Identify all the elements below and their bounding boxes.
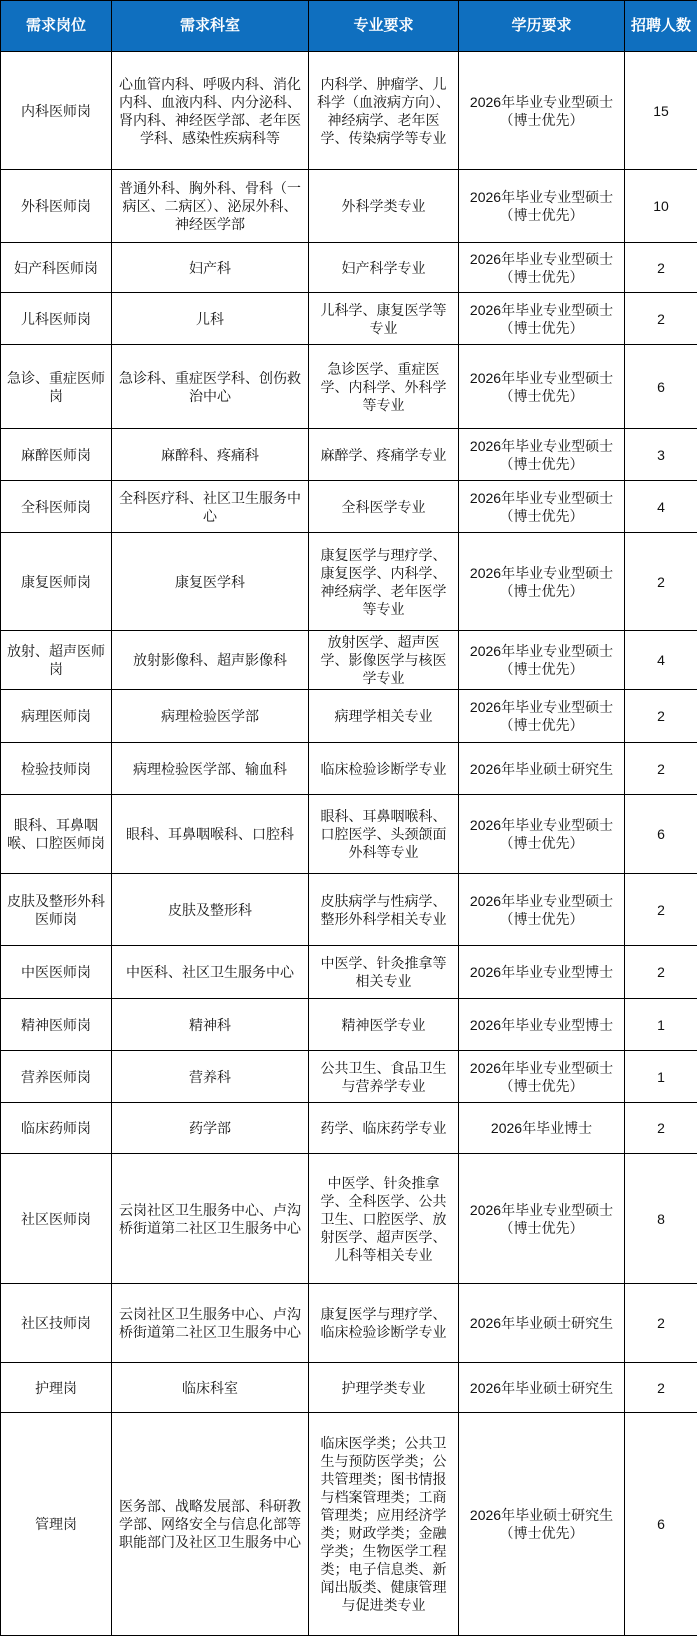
cell-count: 2 xyxy=(625,533,697,631)
table-row xyxy=(1,795,697,874)
cell-department: 儿科 xyxy=(112,293,309,345)
cell-count: 10 xyxy=(625,170,697,243)
cell-education: 2026年毕业专业型硕士（博士优先） xyxy=(459,243,625,293)
cell-position: 皮肤及整形外科医师岗 xyxy=(1,874,112,946)
cell-education: 2026年毕业专业型硕士（博士优先） xyxy=(459,533,625,631)
header-position: 需求岗位 xyxy=(1,1,112,52)
cell-education: 2026年毕业专业型硕士（博士优先） xyxy=(459,874,625,946)
cell-position: 外科医师岗 xyxy=(1,170,112,243)
cell-count: 6 xyxy=(625,1413,697,1636)
table-row xyxy=(1,481,697,533)
cell-education: 2026年毕业专业型硕士（博士优先） xyxy=(459,52,625,170)
cell-count: 2 xyxy=(625,293,697,345)
cell-position: 妇产科医师岗 xyxy=(1,243,112,293)
header-education: 学历要求 xyxy=(459,1,625,52)
header-row xyxy=(1,1,697,52)
cell-major: 眼科、耳鼻咽喉科、口腔医学、头颈颌面外科等专业 xyxy=(309,795,459,874)
cell-major: 急诊医学、重症医学、内科学、外科学等专业 xyxy=(309,345,459,429)
table-row xyxy=(1,1103,697,1154)
cell-department: 中医科、社区卫生服务中心 xyxy=(112,946,309,999)
cell-count: 2 xyxy=(625,243,697,293)
table-row xyxy=(1,874,697,946)
cell-position: 放射、超声医师岗 xyxy=(1,631,112,690)
table-row xyxy=(1,1413,697,1636)
cell-count: 6 xyxy=(625,795,697,874)
header-department: 需求科室 xyxy=(112,1,309,52)
cell-major: 护理学类专业 xyxy=(309,1363,459,1413)
table-row xyxy=(1,345,697,429)
cell-department: 妇产科 xyxy=(112,243,309,293)
table-row xyxy=(1,1363,697,1413)
cell-count: 3 xyxy=(625,429,697,481)
cell-department: 病理检验医学部 xyxy=(112,690,309,743)
cell-department: 全科医疗科、社区卫生服务中心 xyxy=(112,481,309,533)
cell-position: 营养医师岗 xyxy=(1,1051,112,1103)
cell-department: 医务部、战略发展部、科研教学部、网络安全与信息化部等职能部门及社区卫生服务中心 xyxy=(112,1413,309,1636)
cell-major: 内科学、肿瘤学、儿科学（血液病方向）、神经病学、老年医学、传染病学等专业 xyxy=(309,52,459,170)
cell-position: 病理医师岗 xyxy=(1,690,112,743)
cell-count: 4 xyxy=(625,631,697,690)
cell-department: 临床科室 xyxy=(112,1363,309,1413)
cell-count: 1 xyxy=(625,1051,697,1103)
cell-education: 2026年毕业专业型硕士（博士优先） xyxy=(459,1154,625,1284)
cell-major: 妇产科学专业 xyxy=(309,243,459,293)
header-major: 专业要求 xyxy=(309,1,459,52)
cell-education: 2026年毕业专业型硕士（博士优先） xyxy=(459,293,625,345)
cell-count: 2 xyxy=(625,1363,697,1413)
cell-department: 云岗社区卫生服务中心、卢沟桥街道第二社区卫生服务中心 xyxy=(112,1284,309,1363)
cell-major: 中医学、针灸推拿等相关专业 xyxy=(309,946,459,999)
cell-count: 15 xyxy=(625,52,697,170)
cell-education: 2026年毕业专业型博士 xyxy=(459,946,625,999)
cell-position: 眼科、耳鼻咽喉、口腔医师岗 xyxy=(1,795,112,874)
table-row xyxy=(1,52,697,170)
cell-education: 2026年毕业博士 xyxy=(459,1103,625,1154)
table-row xyxy=(1,1284,697,1363)
table-row xyxy=(1,631,697,690)
cell-education: 2026年毕业专业型硕士（博士优先） xyxy=(459,345,625,429)
cell-department: 心血管内科、呼吸内科、消化内科、血液内科、内分泌科、肾内科、神经医学部、老年医学科、感染性疾病科等 xyxy=(112,52,309,170)
cell-position: 精神医师岗 xyxy=(1,999,112,1051)
cell-position: 麻醉医师岗 xyxy=(1,429,112,481)
cell-count: 2 xyxy=(625,874,697,946)
table-row xyxy=(1,690,697,743)
cell-department: 皮肤及整形科 xyxy=(112,874,309,946)
table-row xyxy=(1,243,697,293)
cell-major: 康复医学与理疗学、临床检验诊断学专业 xyxy=(309,1284,459,1363)
table-row xyxy=(1,999,697,1051)
cell-major: 放射医学、超声医学、影像医学与核医学专业 xyxy=(309,631,459,690)
cell-count: 6 xyxy=(625,345,697,429)
cell-position: 管理岗 xyxy=(1,1413,112,1636)
header-count: 招聘人数 xyxy=(625,1,697,52)
cell-count: 2 xyxy=(625,743,697,795)
cell-department: 营养科 xyxy=(112,1051,309,1103)
table-row xyxy=(1,170,697,243)
cell-education: 2026年毕业专业型硕士（博士优先） xyxy=(459,429,625,481)
cell-position: 检验技师岗 xyxy=(1,743,112,795)
cell-education: 2026年毕业硕士研究生 xyxy=(459,1284,625,1363)
cell-position: 康复医师岗 xyxy=(1,533,112,631)
cell-education: 2026年毕业专业型硕士（博士优先） xyxy=(459,1051,625,1103)
cell-position: 临床药师岗 xyxy=(1,1103,112,1154)
cell-education: 2026年毕业硕士研究生 xyxy=(459,743,625,795)
cell-major: 病理学相关专业 xyxy=(309,690,459,743)
cell-position: 护理岗 xyxy=(1,1363,112,1413)
table-row xyxy=(1,743,697,795)
cell-major: 临床检验诊断学专业 xyxy=(309,743,459,795)
cell-department: 麻醉科、疼痛科 xyxy=(112,429,309,481)
table-row xyxy=(1,533,697,631)
cell-education: 2026年毕业硕士研究生（博士优先） xyxy=(459,1413,625,1636)
cell-count: 2 xyxy=(625,1284,697,1363)
cell-department: 药学部 xyxy=(112,1103,309,1154)
cell-education: 2026年毕业硕士研究生 xyxy=(459,1363,625,1413)
cell-position: 儿科医师岗 xyxy=(1,293,112,345)
cell-education: 2026年毕业专业型硕士（博士优先） xyxy=(459,690,625,743)
cell-education: 2026年毕业专业型硕士（博士优先） xyxy=(459,481,625,533)
cell-major: 康复医学与理疗学、康复医学、内科学、神经病学、老年医学等专业 xyxy=(309,533,459,631)
cell-count: 8 xyxy=(625,1154,697,1284)
cell-position: 社区技师岗 xyxy=(1,1284,112,1363)
cell-major: 皮肤病学与性病学、整形外科学相关专业 xyxy=(309,874,459,946)
table-row xyxy=(1,1154,697,1284)
cell-education: 2026年毕业专业型硕士（博士优先） xyxy=(459,170,625,243)
cell-count: 2 xyxy=(625,946,697,999)
table-row xyxy=(1,946,697,999)
cell-department: 放射影像科、超声影像科 xyxy=(112,631,309,690)
cell-major: 药学、临床药学专业 xyxy=(309,1103,459,1154)
cell-department: 康复医学科 xyxy=(112,533,309,631)
cell-major: 全科医学专业 xyxy=(309,481,459,533)
cell-count: 2 xyxy=(625,1103,697,1154)
cell-major: 麻醉学、疼痛学专业 xyxy=(309,429,459,481)
cell-major: 中医学、针灸推拿学、全科医学、公共卫生、口腔医学、放射医学、超声医学、儿科等相关专业 xyxy=(309,1154,459,1284)
cell-position: 急诊、重症医师岗 xyxy=(1,345,112,429)
cell-count: 1 xyxy=(625,999,697,1051)
cell-position: 社区医师岗 xyxy=(1,1154,112,1284)
cell-major: 临床医学类；公共卫生与预防医学类；公共管理类；图书情报与档案管理类；工商管理类；应用经济学类；财政学类；金融学类；生物医学工程类；电子信息类、新闻出版类、健康管理与促进类专业 xyxy=(309,1413,459,1636)
cell-major: 公共卫生、食品卫生与营养学专业 xyxy=(309,1051,459,1103)
cell-count: 4 xyxy=(625,481,697,533)
cell-position: 中医医师岗 xyxy=(1,946,112,999)
cell-department: 普通外科、胸外科、骨科（一病区、二病区）、泌尿外科、神经医学部 xyxy=(112,170,309,243)
cell-department: 云岗社区卫生服务中心、卢沟桥街道第二社区卫生服务中心 xyxy=(112,1154,309,1284)
cell-education: 2026年毕业专业型硕士（博士优先） xyxy=(459,795,625,874)
cell-position: 全科医师岗 xyxy=(1,481,112,533)
cell-major: 儿科学、康复医学等专业 xyxy=(309,293,459,345)
cell-department: 病理检验医学部、输血科 xyxy=(112,743,309,795)
cell-department: 精神科 xyxy=(112,999,309,1051)
cell-major: 外科学类专业 xyxy=(309,170,459,243)
cell-department: 急诊科、重症医学科、创伤救治中心 xyxy=(112,345,309,429)
table-row xyxy=(1,1051,697,1103)
cell-education: 2026年毕业专业型硕士（博士优先） xyxy=(459,631,625,690)
cell-count: 2 xyxy=(625,690,697,743)
cell-major: 精神医学专业 xyxy=(309,999,459,1051)
table-row xyxy=(1,429,697,481)
table-row xyxy=(1,293,697,345)
cell-education: 2026年毕业专业型博士 xyxy=(459,999,625,1051)
cell-department: 眼科、耳鼻咽喉科、口腔科 xyxy=(112,795,309,874)
cell-position: 内科医师岗 xyxy=(1,52,112,170)
